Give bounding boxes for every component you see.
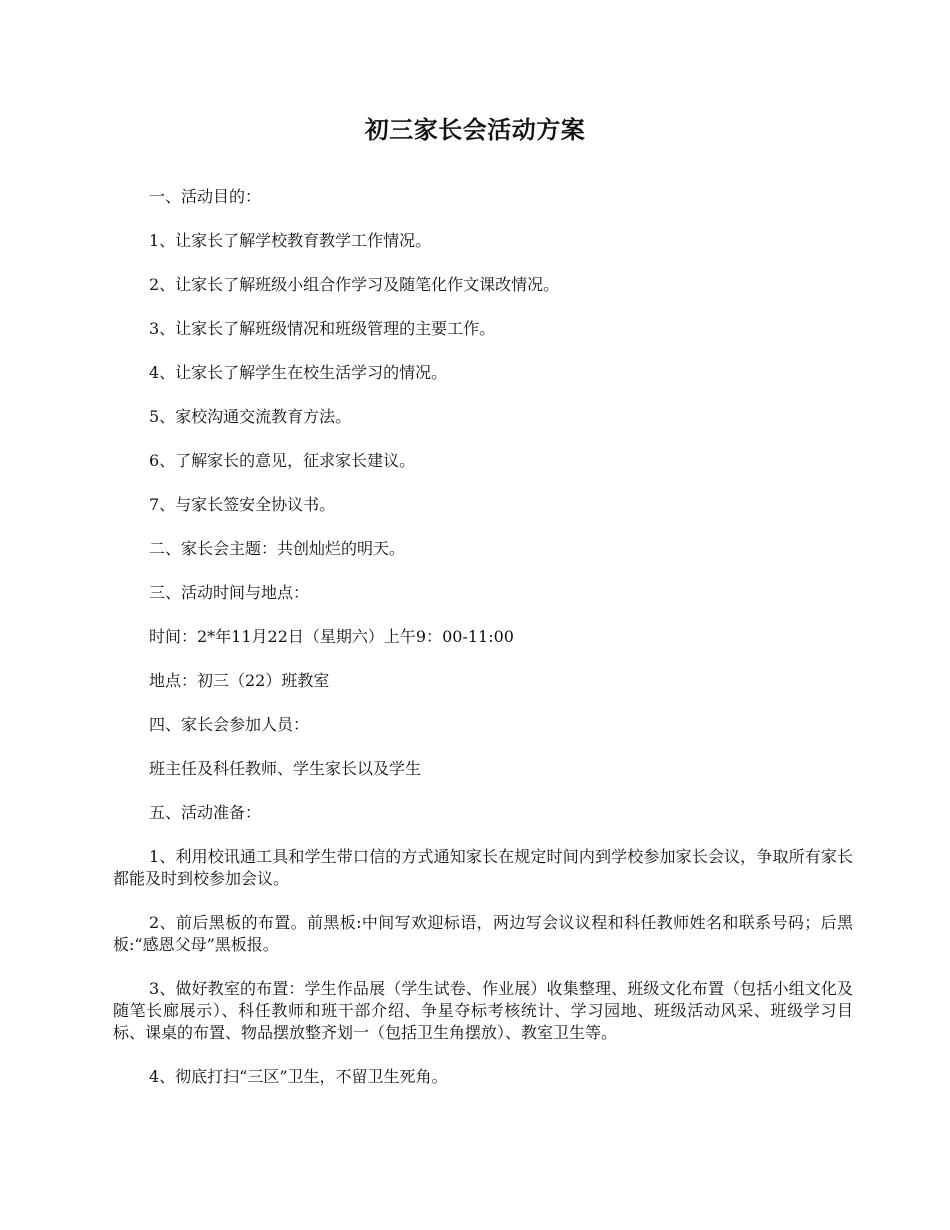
purpose-item-2: 2、让家长了解班级小组合作学习及随笔化作文课改情况。 bbox=[149, 275, 560, 294]
preparation-item-1: 1、利用校讯通工具和学生带口信的方式通知家长在规定时间内到学校参加家长会议，争取所有家长都能及时到校参加会议。 bbox=[113, 847, 853, 888]
meeting-time: 时间：2*年11月22日（星期六）上午9：00-11:00 bbox=[149, 627, 514, 646]
preparation-item-3: 3、做好教室的布置：学生作品展（学生试卷、作业展）收集整理、班级文化布置（包括小组文化及随笔长廊展示）、科任教师和班干部介绍、争星夺标考核统计、学习园地、班级活动风采、班级学习目标、课桌的布置、物品摆放整齐划一（包括卫生角摆放）、教室卫生等。 bbox=[113, 979, 853, 1042]
section-heading-time-place: 三、活动时间与地点： bbox=[149, 583, 310, 602]
purpose-item-3: 3、让家长了解班级情况和班级管理的主要工作。 bbox=[149, 319, 496, 338]
purpose-item-5: 5、家校沟通交流教育方法。 bbox=[149, 407, 352, 426]
purpose-item-1: 1、让家长了解学校教育教学工作情况。 bbox=[149, 231, 432, 250]
meeting-place: 地点：初三（22）班教室 bbox=[149, 671, 330, 690]
document-body bbox=[113, 186, 853, 1110]
section-heading-theme: 二、家长会主题：共创灿烂的明天。 bbox=[149, 539, 406, 558]
participants-text: 班主任及科任教师、学生家长以及学生 bbox=[149, 759, 422, 778]
document-title: 初三家长会活动方案 bbox=[364, 115, 586, 144]
purpose-item-4: 4、让家长了解学生在校生活学习的情况。 bbox=[149, 363, 448, 382]
purpose-item-6: 6、了解家长的意见，征求家长建议。 bbox=[149, 451, 416, 470]
purpose-item-7: 7、与家长签安全协议书。 bbox=[149, 495, 336, 514]
section-heading-preparation: 五、活动准备： bbox=[149, 803, 262, 822]
section-heading-participants: 四、家长会参加人员： bbox=[149, 715, 310, 734]
preparation-item-2: 2、前后黑板的布置。前黑板:中间写欢迎标语，两边写会议议程和科任教师姓名和联系号码；后黑板:“感恩父母”黑板报。 bbox=[113, 913, 853, 954]
preparation-item-4: 4、彻底打扫“三区”卫生，不留卫生死角。 bbox=[149, 1067, 448, 1086]
section-heading-purpose: 一、活动目的： bbox=[149, 187, 262, 206]
